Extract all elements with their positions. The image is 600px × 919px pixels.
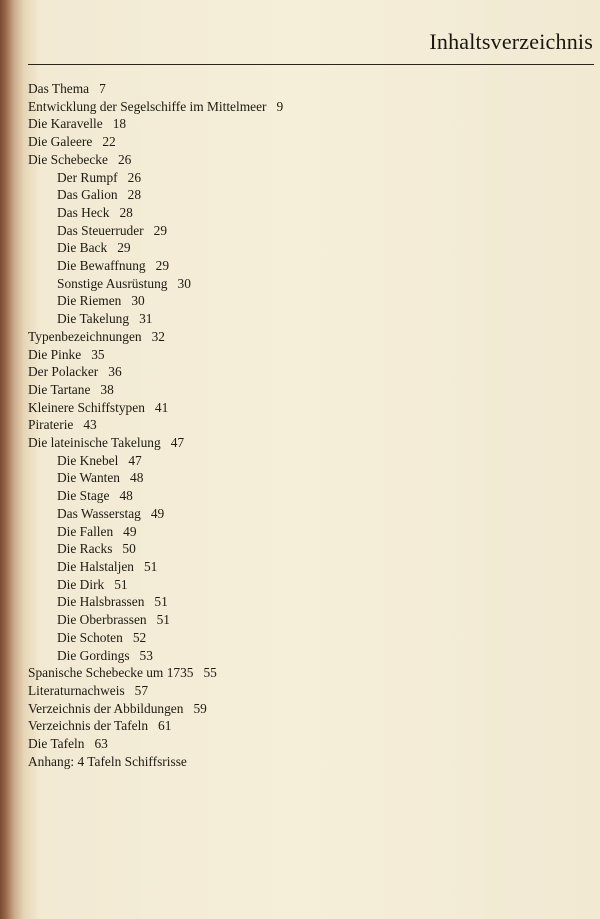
toc-entry	[28, 80, 283, 98]
toc-entry-title: Die Racks	[57, 541, 113, 557]
toc-entry-page: 48	[119, 488, 133, 504]
toc-entry-title: Literaturnachweis	[28, 682, 125, 698]
toc-entry-title: Die Bewaffnung	[57, 258, 146, 274]
toc-entry	[28, 700, 283, 718]
toc-entry-title: Das Heck	[57, 204, 110, 220]
toc-entry-title: Die Karavelle	[28, 116, 103, 132]
toc-entry-page: 41	[154, 399, 169, 415]
toc-entry-page: 26	[117, 151, 132, 167]
toc-entry-title: Die Fallen	[57, 523, 114, 539]
toc-entry	[28, 717, 283, 735]
toc-entry-page: 57	[134, 682, 149, 698]
toc-entry-title: Sonstige Ausrüstung	[57, 275, 168, 291]
toc-entry-title: Die Oberbrassen	[57, 612, 147, 628]
table-of-contents	[28, 80, 283, 770]
toc-entry-page: 29	[117, 240, 131, 256]
page-title: Inhaltsverzeichnis	[429, 29, 593, 54]
toc-entry	[28, 399, 283, 417]
toc-entry	[28, 133, 283, 151]
toc-entry-title: Piraterie	[28, 417, 74, 433]
toc-entry-page: 51	[143, 558, 158, 574]
toc-entry	[28, 346, 283, 364]
toc-subentry	[28, 204, 283, 222]
toc-entry-page: 26	[127, 169, 142, 185]
toc-entry-title: Die Halstaljen	[57, 558, 134, 574]
toc-entry-page: 29	[155, 258, 170, 274]
toc-entry-page: 51	[114, 576, 128, 592]
toc-entry-page: 7	[99, 81, 106, 96]
toc-subentry	[28, 593, 283, 611]
toc-entry-title: Typenbezeichnungen	[28, 328, 142, 344]
toc-subentry	[28, 239, 283, 257]
toc-entry-title: Die Takelung	[57, 311, 130, 327]
toc-entry-title: Das Steuerruder	[57, 222, 144, 238]
toc-entry-page: 32	[151, 328, 165, 344]
toc-entry-page: 22	[102, 134, 116, 150]
toc-entry-title: Die Dirk	[57, 576, 105, 592]
toc-subentry	[28, 292, 283, 310]
toc-entry-title: Das Galion	[57, 187, 118, 203]
toc-entry-page: 63	[94, 736, 108, 752]
toc-entry	[28, 735, 283, 753]
toc-entry-page: 52	[132, 629, 147, 645]
toc-entry	[28, 98, 283, 116]
toc-subentry	[28, 505, 283, 523]
toc-entry-title: Die Schebecke	[28, 151, 108, 167]
toc-subentry	[28, 275, 283, 293]
toc-entry-title: Kleinere Schiffstypen	[28, 399, 145, 415]
toc-entry-title: Die Tartane	[28, 381, 91, 397]
toc-subentry	[28, 310, 283, 328]
toc-entry-page: 31	[139, 311, 153, 327]
toc-entry-page: 30	[131, 293, 145, 309]
toc-entry	[28, 753, 283, 771]
toc-entry-title: Das Wasserstag	[57, 505, 141, 521]
toc-entry-title: Verzeichnis der Tafeln	[28, 718, 149, 734]
toc-subentry	[28, 523, 283, 541]
toc-entry-page: 43	[83, 417, 97, 433]
toc-entry-page: 48	[130, 470, 144, 486]
toc-subentry	[28, 558, 283, 576]
toc-entry	[28, 363, 283, 381]
toc-entry-title: Anhang: 4 Tafeln Schiffsrisse	[28, 753, 187, 769]
toc-subentry	[28, 452, 283, 470]
toc-subentry	[28, 169, 283, 187]
toc-entry-title: Die Stage	[57, 488, 110, 504]
toc-entry	[28, 151, 283, 169]
toc-entry-title: Die Tafeln	[28, 736, 85, 752]
toc-entry-title: Der Rumpf	[57, 169, 118, 185]
toc-entry-title: Der Polacker	[28, 364, 99, 380]
toc-subentry	[28, 540, 283, 558]
toc-entry-page: 28	[127, 187, 142, 203]
toc-subentry	[28, 611, 283, 629]
toc-subentry	[28, 647, 283, 665]
toc-entry-page: 36	[108, 364, 122, 380]
toc-entry-page: 18	[112, 116, 127, 132]
toc-subentry	[28, 222, 283, 240]
toc-entry-page: 53	[139, 647, 153, 663]
toc-entry	[28, 682, 283, 700]
toc-entry-title: Das Thema	[28, 81, 90, 96]
toc-subentry	[28, 629, 283, 647]
toc-entry	[28, 381, 283, 399]
toc-entry-title: Verzeichnis der Abbildungen	[28, 700, 184, 716]
toc-entry-page: 29	[153, 222, 168, 238]
toc-entry-title: Die Pinke	[28, 346, 82, 362]
toc-entry-page: 55	[203, 665, 217, 681]
toc-entry-title: Die lateinische Takelung	[28, 435, 161, 451]
toc-entry-page: 61	[158, 718, 172, 734]
toc-entry-title: Die Back	[57, 240, 108, 256]
toc-entry-title: Die Galeere	[28, 134, 93, 150]
toc-entry-page: 47	[128, 452, 142, 468]
title-rule	[28, 64, 594, 65]
toc-entry-page: 28	[119, 204, 133, 220]
toc-entry-title: Die Riemen	[57, 293, 122, 309]
toc-entry-page: 59	[193, 700, 207, 716]
toc-entry	[28, 416, 283, 434]
toc-subentry	[28, 576, 283, 594]
toc-entry-title: Die Gordings	[57, 647, 130, 663]
toc-entry	[28, 664, 283, 682]
toc-entry-title: Entwicklung der Segelschiffe im Mittelmeer	[28, 98, 267, 114]
toc-entry	[28, 328, 283, 346]
toc-entry-title: Spanische Schebecke um 1735	[28, 665, 194, 681]
toc-entry-page: 9	[276, 98, 284, 114]
toc-entry-title: Die Schoten	[57, 629, 123, 645]
toc-entry-title: Die Knebel	[57, 452, 119, 468]
toc-entry-page: 35	[91, 346, 105, 362]
toc-entry-page: 51	[154, 594, 168, 610]
toc-entry-title: Die Halsbrassen	[57, 594, 145, 610]
toc-entry-page: 38	[100, 381, 114, 397]
toc-entry-page: 49	[150, 505, 165, 521]
toc-entry-page: 47	[170, 435, 185, 451]
toc-entry-title: Die Wanten	[57, 470, 121, 486]
toc-subentry	[28, 257, 283, 275]
toc-entry-page: 50	[122, 541, 136, 557]
toc-subentry	[28, 186, 283, 204]
toc-subentry	[28, 469, 283, 487]
toc-entry	[28, 434, 283, 452]
toc-subentry	[28, 487, 283, 505]
toc-entry	[28, 115, 283, 133]
toc-entry-page: 49	[123, 523, 137, 539]
toc-entry-page: 51	[156, 612, 170, 628]
toc-entry-page: 30	[177, 275, 191, 291]
